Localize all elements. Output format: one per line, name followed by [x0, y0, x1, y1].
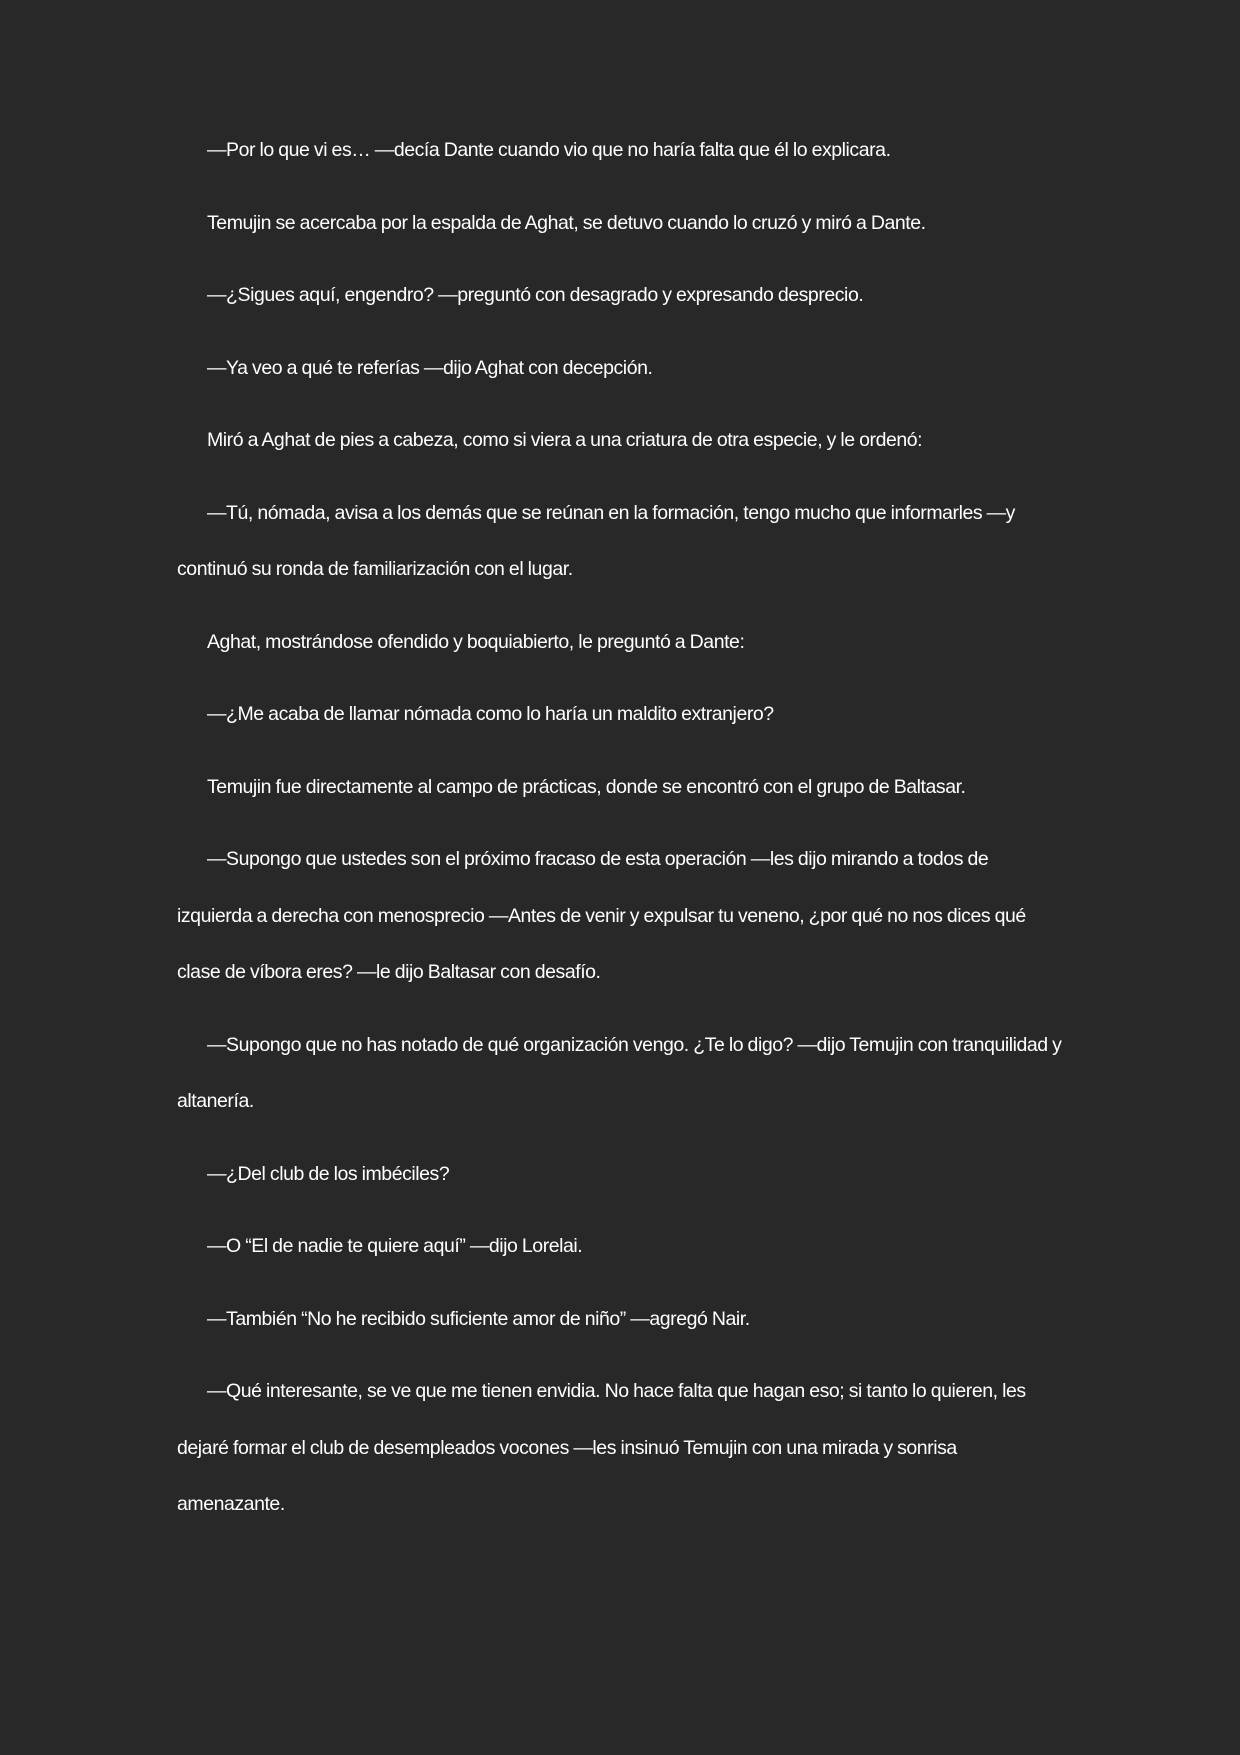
paragraph: —Qué interesante, se ve que me tienen envidia. No hace falta que hagan eso; si tanto lo quieren, les dejaré formar el club de desempleados vocones —les insinuó Temujin con una mirada y sonrisa amenazante. [177, 1380, 1026, 1515]
paragraph: —Ya veo a qué te referías —dijo Aghat con decepción. [207, 356, 653, 379]
paragraph: —También “No he recibido suficiente amor de niño” —agregó Nair. [207, 1307, 750, 1330]
document-page [177, 139, 1067, 1549]
paragraph: Temujin fue directamente al campo de prácticas, donde se encontró con el grupo de Baltasar. [207, 775, 966, 798]
paragraph: —¿Me acaba de llamar nómada como lo haría un maldito extranjero? [207, 703, 774, 725]
paragraph: —Supongo que no has notado de qué organización vengo. ¿Te lo digo? —dijo Temujin con tranquilidad y altanería. [177, 1033, 1062, 1112]
paragraph: Temujin se acercaba por la espalda de Aghat, se detuvo cuando lo cruzó y miró a Dante. [207, 211, 926, 234]
paragraph: —Supongo que ustedes son el próximo fracaso de esta operación —les dijo mirando a todos de izquierda a derecha con menosprecio —Antes de venir y expulsar tu veneno, ¿por qué no nos dices qué clase de víbora eres? —le dijo Baltasar con desafío. [177, 848, 1026, 983]
paragraph: —O “El de nadie te quiere aquí” —dijo Lorelai. [207, 1235, 583, 1257]
paragraph: —Tú, nómada, avisa a los demás que se reúnan en la formación, tengo mucho que informarles —y continuó su ronda de familiarización con el lugar. [177, 501, 1015, 580]
paragraph: —Por lo que vi es… —decía Dante cuando vio que no haría falta que él lo explicara. [207, 139, 891, 161]
paragraph: Aghat, mostrándose ofendido y boquiabierto, le preguntó a Dante: [207, 630, 745, 653]
paragraph: Miró a Aghat de pies a cabeza, como si viera a una criatura de otra especie, y le ordenó: [207, 429, 923, 451]
paragraph: —¿Sigues aquí, engendro? —preguntó con desagrado y expresando desprecio. [207, 284, 864, 306]
paragraph: —¿Del club de los imbéciles? [207, 1162, 450, 1185]
